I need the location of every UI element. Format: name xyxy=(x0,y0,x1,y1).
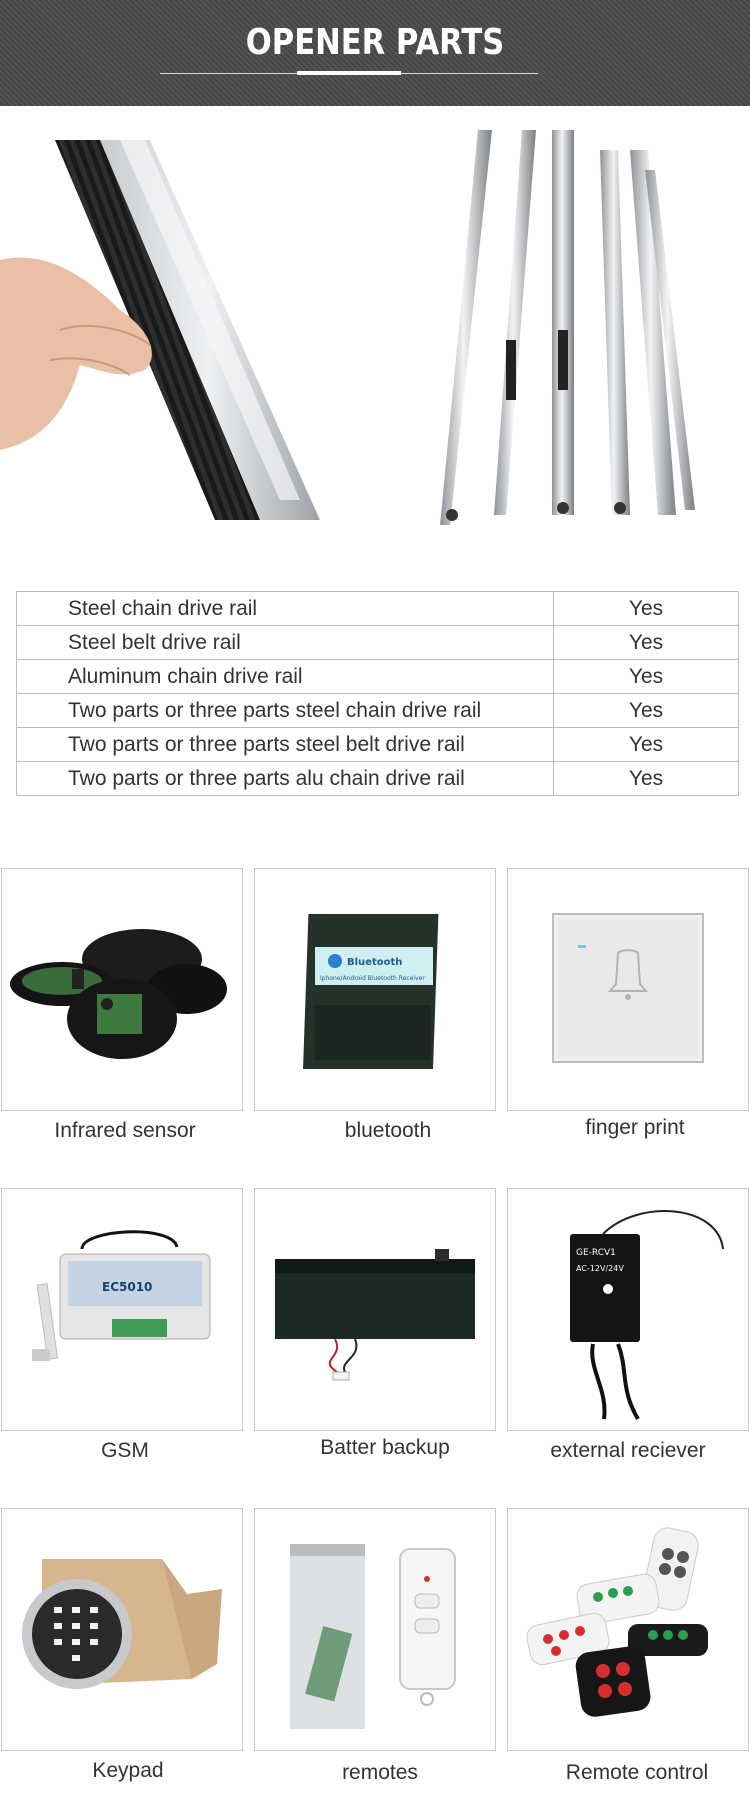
rail-availability: Yes xyxy=(554,626,739,660)
gsm-controller-photo xyxy=(1,1188,243,1431)
table-row xyxy=(17,660,739,694)
rail-spec-table xyxy=(16,591,739,796)
bluetooth-sub-text: Iphone/Android Bluetooth Receiver xyxy=(320,975,425,982)
page-title: OPENER PARTS xyxy=(245,22,505,63)
rail-name: Steel chain drive rail xyxy=(17,592,554,626)
finger-print-photo xyxy=(507,868,749,1111)
table-row xyxy=(17,728,739,762)
table-row xyxy=(17,592,739,626)
accessory-label: finger print xyxy=(585,1116,685,1139)
bluetooth-brand-text: Bluetooth xyxy=(347,957,403,968)
rail-name: Two parts or three parts steel chain drive rail xyxy=(17,694,554,728)
rail-availability: Yes xyxy=(554,592,739,626)
gsm-model-text: EC5010 xyxy=(102,1280,153,1294)
table-row xyxy=(17,694,739,728)
multi-part-rails-photo xyxy=(440,130,740,530)
accessory-label: Batter backup xyxy=(320,1436,450,1459)
belt-rail-photo xyxy=(0,140,330,530)
rail-name: Aluminum chain drive rail xyxy=(17,660,554,694)
battery-backup-photo xyxy=(254,1188,496,1431)
rail-availability: Yes xyxy=(554,762,739,796)
header-banner xyxy=(0,0,750,106)
accessory-label: Remote control xyxy=(565,1761,709,1784)
rail-photos xyxy=(0,130,750,530)
remotes-photo xyxy=(254,1508,496,1751)
rail-name: Two parts or three parts steel belt drive rail xyxy=(17,728,554,762)
rail-availability: Yes xyxy=(554,694,739,728)
remote-control-photo xyxy=(507,1508,749,1751)
keypad-photo xyxy=(1,1508,243,1751)
title-underline-accent xyxy=(297,71,401,75)
infrared-sensor-photo xyxy=(1,868,243,1111)
rail-availability: Yes xyxy=(554,660,739,694)
accessory-label: remotes xyxy=(342,1761,418,1784)
table-row xyxy=(17,762,739,796)
accessory-label: external reciever xyxy=(550,1439,706,1462)
accessory-label: Infrared sensor xyxy=(54,1119,196,1142)
rail-name: Two parts or three parts alu chain drive rail xyxy=(17,762,554,796)
accessory-label: bluetooth xyxy=(344,1119,432,1142)
table-row xyxy=(17,626,739,660)
receiver-volt-text: AC-12V/24V xyxy=(576,1264,624,1273)
accessory-label: Keypad xyxy=(92,1759,164,1782)
receiver-model-text: GE-RCV1 xyxy=(576,1248,616,1258)
rail-availability: Yes xyxy=(554,728,739,762)
bluetooth-receiver-photo xyxy=(254,868,496,1111)
rail-name: Steel belt drive rail xyxy=(17,626,554,660)
external-receiver-photo xyxy=(507,1188,749,1431)
accessory-label: GSM xyxy=(101,1439,149,1462)
